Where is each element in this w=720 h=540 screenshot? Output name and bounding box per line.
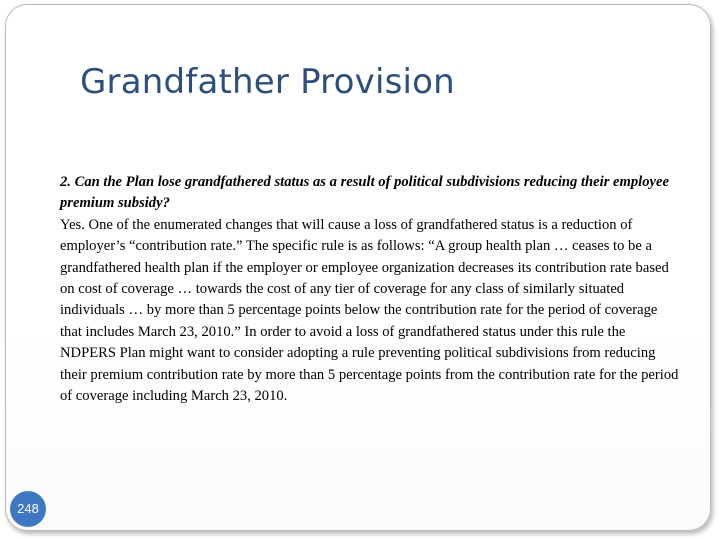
answer-text: Yes. One of the enumerated changes that will cause a loss of grandfathered status is a reduction of employer’s “contribution rate.” The specific rule is as follows: “A group health plan … ceases to be a grandfathered health plan if the employer or employee organization decreases its contribution rate based on cost of coverage … towards the cost of any tier of coverage for any class of similarly situated individuals … by more than 5 percentage points below the contribution rate for the period of coverage that includes March 23, 2010.” In order to avoid a loss of grandfathered status under this rule the NDPERS Plan might want to consider adopting a rule preventing political subdivisions from reducing their premium contribution rate by more than 5 percentage points from the contribution rate for the period of coverage including March 23, 2010. bbox=[60, 216, 679, 405]
question-text: 2. Can the Plan lose grandfathered status as a result of political subdivisions reducing their employee premium subsidy? bbox=[60, 174, 669, 212]
page-number-badge: 248 bbox=[10, 491, 46, 527]
slide-body bbox=[60, 172, 680, 407]
slide-title: Grandfather Provision bbox=[80, 62, 455, 102]
